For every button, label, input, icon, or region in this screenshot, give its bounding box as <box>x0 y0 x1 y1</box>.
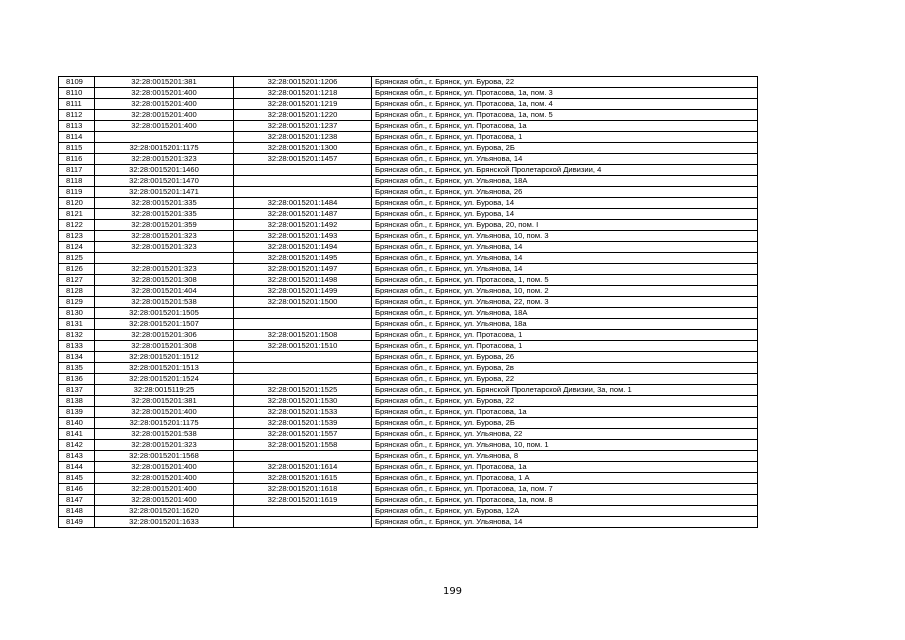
object-number-cell <box>234 451 372 462</box>
table-row <box>59 440 758 451</box>
object-number-cell: 32:28:0015201:1487 <box>234 209 372 220</box>
parcel-number-cell: 32:28:0015201:335 <box>95 209 234 220</box>
table-row <box>59 330 758 341</box>
parcel-number-cell: 32:28:0015201:1471 <box>95 187 234 198</box>
table-row <box>59 165 758 176</box>
table-row <box>59 187 758 198</box>
parcel-number-cell: 32:28:0015201:381 <box>95 77 234 88</box>
table-row <box>59 220 758 231</box>
parcel-number-cell: 32:28:0015201:308 <box>95 341 234 352</box>
table-row <box>59 429 758 440</box>
table-row <box>59 242 758 253</box>
parcel-number-cell <box>95 132 234 143</box>
table-row <box>59 275 758 286</box>
table-row <box>59 385 758 396</box>
table-row <box>59 484 758 495</box>
address-cell: Брянская обл., г. Брянск, ул. Протасова, 1а, пом. 4 <box>372 99 758 110</box>
table-row <box>59 462 758 473</box>
parcel-number-cell: 32:28:0015201:1568 <box>95 451 234 462</box>
object-number-cell <box>234 187 372 198</box>
parcel-number-cell: 32:28:0015201:1633 <box>95 517 234 528</box>
object-number-cell: 32:28:0015201:1493 <box>234 231 372 242</box>
row-number-cell: 8130 <box>59 308 95 319</box>
row-number-cell: 8129 <box>59 297 95 308</box>
row-number-cell: 8119 <box>59 187 95 198</box>
address-cell: Брянская обл., г. Брянск, ул. Ульянова, 18А <box>372 308 758 319</box>
parcel-number-cell: 32:28:0015201:1505 <box>95 308 234 319</box>
address-cell: Брянская обл., г. Брянск, ул. Бурова, 14 <box>372 198 758 209</box>
parcel-number-cell: 32:28:0015201:323 <box>95 264 234 275</box>
row-number-cell: 8116 <box>59 154 95 165</box>
table-row <box>59 198 758 209</box>
row-number-cell: 8127 <box>59 275 95 286</box>
row-number-cell: 8124 <box>59 242 95 253</box>
parcel-number-cell: 32:28:0015201:400 <box>95 495 234 506</box>
parcel-number-cell: 32:28:0015201:308 <box>95 275 234 286</box>
parcel-number-cell: 32:28:0015201:1524 <box>95 374 234 385</box>
table-row <box>59 374 758 385</box>
object-number-cell: 32:28:0015201:1495 <box>234 253 372 264</box>
object-number-cell: 32:28:0015201:1500 <box>234 297 372 308</box>
parcel-number-cell: 32:28:0015201:1620 <box>95 506 234 517</box>
table-row <box>59 77 758 88</box>
parcel-number-cell: 32:28:0015201:1512 <box>95 352 234 363</box>
object-number-cell: 32:28:0015201:1558 <box>234 440 372 451</box>
object-number-cell: 32:28:0015201:1499 <box>234 286 372 297</box>
table-row <box>59 121 758 132</box>
parcel-number-cell: 32:28:0015201:400 <box>95 407 234 418</box>
object-number-cell: 32:28:0015201:1615 <box>234 473 372 484</box>
address-cell: Брянская обл., г. Брянск, ул. Ульянова, 10, пом. 1 <box>372 440 758 451</box>
table-row <box>59 143 758 154</box>
address-cell: Брянская обл., г. Брянск, ул. Ульянова, 22, пом. 3 <box>372 297 758 308</box>
object-number-cell: 32:28:0015201:1300 <box>234 143 372 154</box>
row-number-cell: 8113 <box>59 121 95 132</box>
object-number-cell: 32:28:0015201:1492 <box>234 220 372 231</box>
parcel-number-cell: 32:28:0015201:400 <box>95 110 234 121</box>
row-number-cell: 8140 <box>59 418 95 429</box>
table-row <box>59 473 758 484</box>
parcel-number-cell: 32:28:0015201:538 <box>95 429 234 440</box>
row-number-cell: 8135 <box>59 363 95 374</box>
cadastral-table <box>58 76 758 528</box>
row-number-cell: 8145 <box>59 473 95 484</box>
parcel-number-cell: 32:28:0015201:323 <box>95 231 234 242</box>
table-row <box>59 418 758 429</box>
address-cell: Брянская обл., г. Брянск, ул. Ульянова, 18а <box>372 319 758 330</box>
object-number-cell: 32:28:0015201:1619 <box>234 495 372 506</box>
parcel-number-cell: 32:28:0015201:323 <box>95 242 234 253</box>
table-row <box>59 99 758 110</box>
address-cell: Брянская обл., г. Брянск, ул. Протасова, 1 <box>372 341 758 352</box>
address-cell: Брянская обл., г. Брянск, ул. Ульянова, 10, пом. 3 <box>372 231 758 242</box>
row-number-cell: 8120 <box>59 198 95 209</box>
parcel-number-cell: 32:28:0015201:400 <box>95 484 234 495</box>
parcel-number-cell: 32:28:0015201:306 <box>95 330 234 341</box>
row-number-cell: 8133 <box>59 341 95 352</box>
object-number-cell: 32:28:0015201:1530 <box>234 396 372 407</box>
object-number-cell: 32:28:0015201:1484 <box>234 198 372 209</box>
address-cell: Брянская обл., г. Брянск, ул. Протасова, 1 А <box>372 473 758 484</box>
object-number-cell: 32:28:0015201:1494 <box>234 242 372 253</box>
object-number-cell: 32:28:0015201:1508 <box>234 330 372 341</box>
object-number-cell: 32:28:0015201:1238 <box>234 132 372 143</box>
row-number-cell: 8149 <box>59 517 95 528</box>
row-number-cell: 8121 <box>59 209 95 220</box>
address-cell: Брянская обл., г. Брянск, ул. Протасова, 1а <box>372 121 758 132</box>
parcel-number-cell: 32:28:0015201:1513 <box>95 363 234 374</box>
table-row <box>59 341 758 352</box>
address-cell: Брянская обл., г. Брянск, ул. Ульянова, 14 <box>372 264 758 275</box>
table-row <box>59 231 758 242</box>
row-number-cell: 8109 <box>59 77 95 88</box>
object-number-cell: 32:28:0015201:1220 <box>234 110 372 121</box>
parcel-number-cell: 32:28:0015201:400 <box>95 88 234 99</box>
object-number-cell <box>234 363 372 374</box>
address-cell: Брянская обл., г. Брянск, ул. Бурова, 22 <box>372 77 758 88</box>
table-row <box>59 396 758 407</box>
parcel-number-cell: 32:28:0015201:400 <box>95 473 234 484</box>
parcel-number-cell <box>95 253 234 264</box>
row-number-cell: 8114 <box>59 132 95 143</box>
table-row <box>59 506 758 517</box>
table-row <box>59 110 758 121</box>
address-cell: Брянская обл., г. Брянск, ул. Ульянова, 22 <box>372 429 758 440</box>
address-cell: Брянская обл., г. Брянск, ул. Бурова, 20, пом. I <box>372 220 758 231</box>
address-cell: Брянская обл., г. Брянск, ул. Ульянова, 18А <box>372 176 758 187</box>
row-number-cell: 8132 <box>59 330 95 341</box>
address-cell: Брянская обл., г. Брянск, ул. Ульянова, 26 <box>372 187 758 198</box>
address-cell: Брянская обл., г. Брянск, ул. Ульянова, 14 <box>372 154 758 165</box>
address-cell: Брянская обл., г. Брянск, ул. Бурова, 22 <box>372 396 758 407</box>
parcel-number-cell: 32:28:0015201:335 <box>95 198 234 209</box>
object-number-cell <box>234 319 372 330</box>
table-row <box>59 209 758 220</box>
table-row <box>59 319 758 330</box>
address-cell: Брянская обл., г. Брянск, ул. Бурова, 2Б <box>372 143 758 154</box>
object-number-cell: 32:28:0015201:1498 <box>234 275 372 286</box>
address-cell: Брянская обл., г. Брянск, ул. Протасова, 1а <box>372 407 758 418</box>
address-cell: Брянская обл., г. Брянск, ул. Протасова, 1а, пом. 3 <box>372 88 758 99</box>
address-cell: Брянская обл., г. Брянск, ул. Протасова, 1 <box>372 330 758 341</box>
row-number-cell: 8146 <box>59 484 95 495</box>
row-number-cell: 8118 <box>59 176 95 187</box>
object-number-cell: 32:28:0015201:1618 <box>234 484 372 495</box>
table-row <box>59 88 758 99</box>
row-number-cell: 8134 <box>59 352 95 363</box>
table-body <box>59 77 758 528</box>
table-row <box>59 286 758 297</box>
address-cell: Брянская обл., г. Брянск, ул. Брянской Пролетарской Дивизии, 4 <box>372 165 758 176</box>
row-number-cell: 8139 <box>59 407 95 418</box>
object-number-cell <box>234 165 372 176</box>
parcel-number-cell: 32:28:0015119:25 <box>95 385 234 396</box>
address-cell: Брянская обл., г. Брянск, ул. Протасова, 1а, пом. 8 <box>372 495 758 506</box>
object-number-cell <box>234 176 372 187</box>
address-cell: Брянская обл., г. Брянск, ул. Ульянова, 14 <box>372 253 758 264</box>
object-number-cell <box>234 517 372 528</box>
parcel-number-cell: 32:28:0015201:381 <box>95 396 234 407</box>
object-number-cell: 32:28:0015201:1218 <box>234 88 372 99</box>
parcel-number-cell: 32:28:0015201:400 <box>95 99 234 110</box>
parcel-number-cell: 32:28:0015201:1470 <box>95 176 234 187</box>
address-cell: Брянская обл., г. Брянск, ул. Ульянова, 10, пом. 2 <box>372 286 758 297</box>
parcel-number-cell: 32:28:0015201:1175 <box>95 418 234 429</box>
row-number-cell: 8111 <box>59 99 95 110</box>
table-row <box>59 154 758 165</box>
object-number-cell: 32:28:0015201:1237 <box>234 121 372 132</box>
table-row <box>59 176 758 187</box>
address-cell: Брянская обл., г. Брянск, ул. Бурова, 14 <box>372 209 758 220</box>
table-row <box>59 264 758 275</box>
address-cell: Брянская обл., г. Брянск, ул. Бурова, 2в <box>372 363 758 374</box>
parcel-number-cell: 32:28:0015201:1175 <box>95 143 234 154</box>
object-number-cell: 32:28:0015201:1525 <box>234 385 372 396</box>
object-number-cell: 32:28:0015201:1510 <box>234 341 372 352</box>
address-cell: Брянская обл., г. Брянск, ул. Протасова, 1а <box>372 462 758 473</box>
row-number-cell: 8117 <box>59 165 95 176</box>
address-cell: Брянская обл., г. Брянск, ул. Ульянова, 14 <box>372 242 758 253</box>
table-row <box>59 363 758 374</box>
object-number-cell <box>234 308 372 319</box>
parcel-number-cell: 32:28:0015201:323 <box>95 440 234 451</box>
object-number-cell: 32:28:0015201:1614 <box>234 462 372 473</box>
address-cell: Брянская обл., г. Брянск, ул. Ульянова, 14 <box>372 517 758 528</box>
object-number-cell: 32:28:0015201:1533 <box>234 407 372 418</box>
table-row <box>59 451 758 462</box>
row-number-cell: 8125 <box>59 253 95 264</box>
address-cell: Брянская обл., г. Брянск, ул. Ульянова, 8 <box>372 451 758 462</box>
row-number-cell: 8122 <box>59 220 95 231</box>
row-number-cell: 8141 <box>59 429 95 440</box>
row-number-cell: 8147 <box>59 495 95 506</box>
row-number-cell: 8144 <box>59 462 95 473</box>
object-number-cell <box>234 506 372 517</box>
parcel-number-cell: 32:28:0015201:323 <box>95 154 234 165</box>
table-row <box>59 495 758 506</box>
parcel-number-cell: 32:28:0015201:1460 <box>95 165 234 176</box>
parcel-number-cell: 32:28:0015201:538 <box>95 297 234 308</box>
parcel-number-cell: 32:28:0015201:404 <box>95 286 234 297</box>
address-cell: Брянская обл., г. Брянск, ул. Бурова, 26 <box>372 352 758 363</box>
object-number-cell: 32:28:0015201:1497 <box>234 264 372 275</box>
row-number-cell: 8128 <box>59 286 95 297</box>
table-row <box>59 132 758 143</box>
object-number-cell: 32:28:0015201:1539 <box>234 418 372 429</box>
table-row <box>59 253 758 264</box>
object-number-cell: 32:28:0015201:1206 <box>234 77 372 88</box>
object-number-cell: 32:28:0015201:1557 <box>234 429 372 440</box>
row-number-cell: 8112 <box>59 110 95 121</box>
row-number-cell: 8137 <box>59 385 95 396</box>
parcel-number-cell: 32:28:0015201:1507 <box>95 319 234 330</box>
address-cell: Брянская обл., г. Брянск, ул. Бурова, 2Б <box>372 418 758 429</box>
table-row <box>59 407 758 418</box>
address-cell: Брянская обл., г. Брянск, ул. Протасова, 1а, пом. 7 <box>372 484 758 495</box>
row-number-cell: 8126 <box>59 264 95 275</box>
address-cell: Брянская обл., г. Брянск, ул. Бурова, 12А <box>372 506 758 517</box>
row-number-cell: 8131 <box>59 319 95 330</box>
table-row <box>59 352 758 363</box>
table-row <box>59 517 758 528</box>
parcel-number-cell: 32:28:0015201:400 <box>95 462 234 473</box>
object-number-cell <box>234 374 372 385</box>
row-number-cell: 8136 <box>59 374 95 385</box>
table-row <box>59 297 758 308</box>
row-number-cell: 8142 <box>59 440 95 451</box>
row-number-cell: 8148 <box>59 506 95 517</box>
address-cell: Брянская обл., г. Брянск, ул. Бурова, 22 <box>372 374 758 385</box>
row-number-cell: 8115 <box>59 143 95 154</box>
parcel-number-cell: 32:28:0015201:359 <box>95 220 234 231</box>
row-number-cell: 8123 <box>59 231 95 242</box>
object-number-cell: 32:28:0015201:1457 <box>234 154 372 165</box>
parcel-number-cell: 32:28:0015201:400 <box>95 121 234 132</box>
address-cell: Брянская обл., г. Брянск, ул. Протасова, 1 <box>372 132 758 143</box>
row-number-cell: 8143 <box>59 451 95 462</box>
address-cell: Брянская обл., г. Брянск, ул. Протасова, 1, пом. 5 <box>372 275 758 286</box>
page-number: 199 <box>442 586 463 597</box>
object-number-cell <box>234 352 372 363</box>
row-number-cell: 8138 <box>59 396 95 407</box>
row-number-cell: 8110 <box>59 88 95 99</box>
object-number-cell: 32:28:0015201:1219 <box>234 99 372 110</box>
address-cell: Брянская обл., г. Брянск, ул. Брянской Пролетарской Дивизии, 3а, пом. 1 <box>372 385 758 396</box>
address-cell: Брянская обл., г. Брянск, ул. Протасова, 1а, пом. 5 <box>372 110 758 121</box>
table-row <box>59 308 758 319</box>
